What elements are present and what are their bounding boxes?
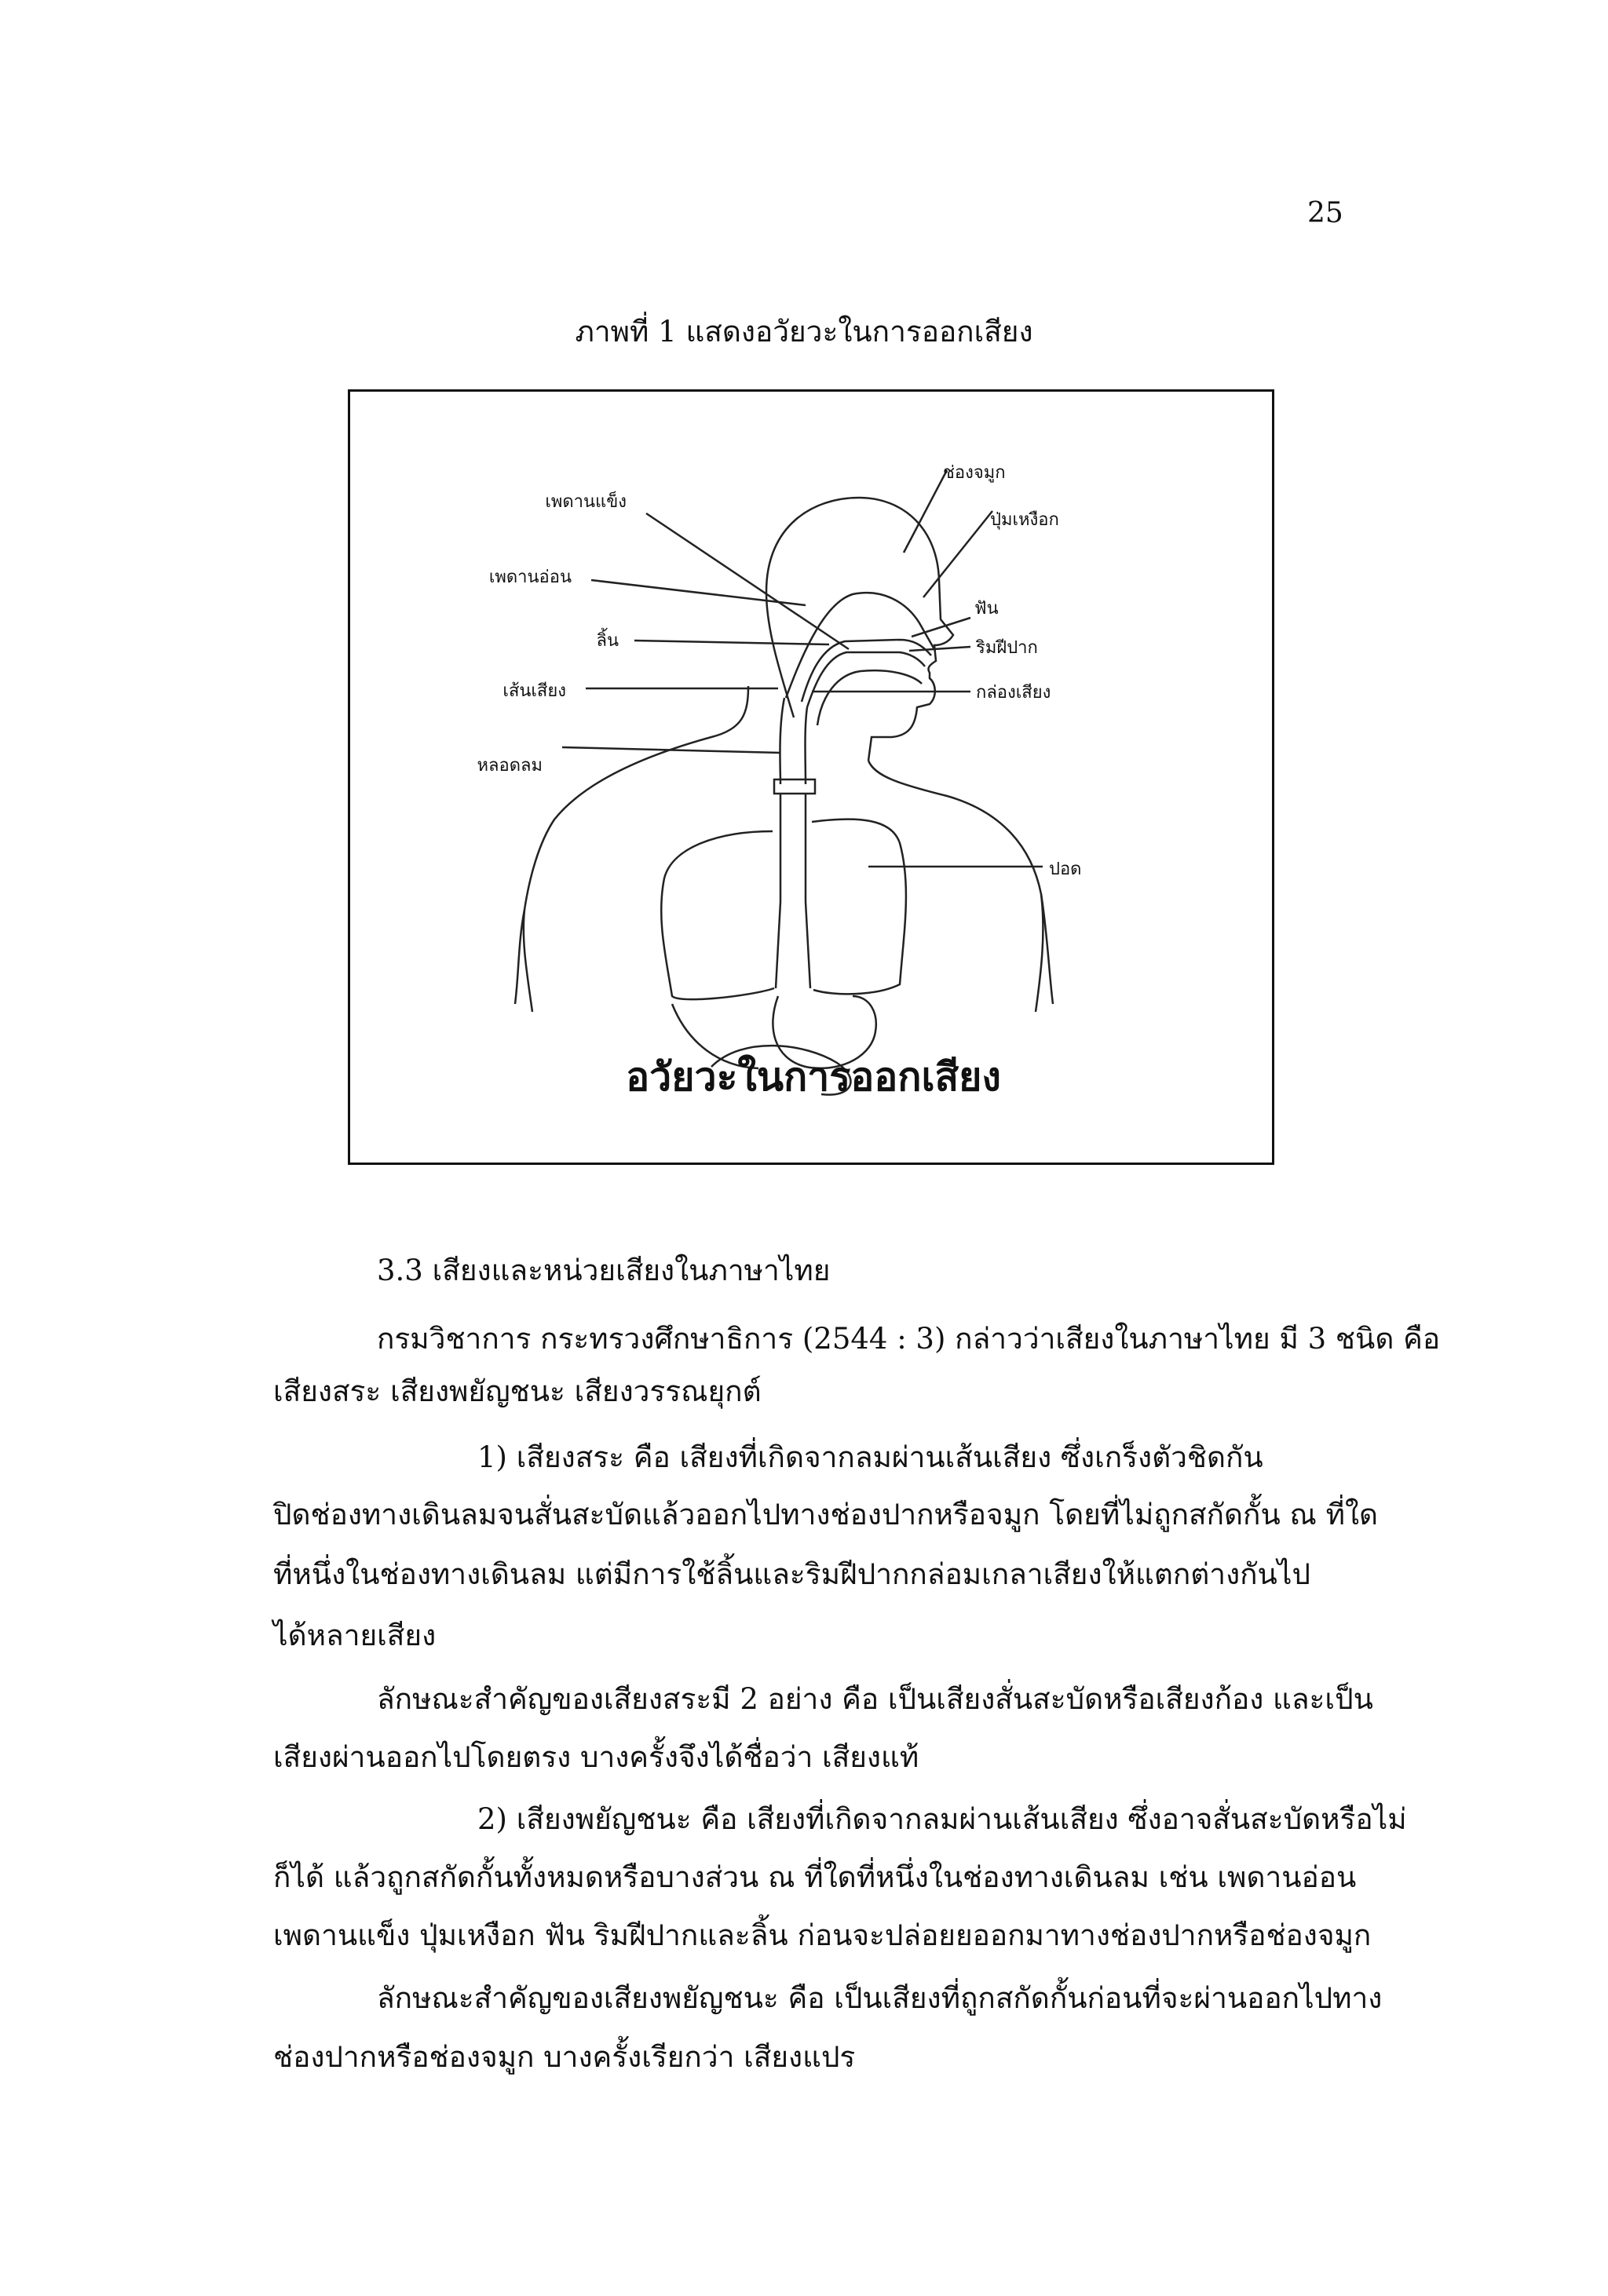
leader-tongue <box>634 641 829 644</box>
label-lips: ริมฝีปาก <box>976 638 1038 658</box>
figure-title: อวัยวะในการออกเสียง <box>626 1054 1001 1100</box>
label-alveolar-ridge: ปุ่มเหงือก <box>990 510 1059 530</box>
right-lung-outline <box>812 819 906 995</box>
leader-soft-palate <box>591 580 806 605</box>
paragraph-line: ช่องปากหรือช่องจมูก บางครั้งเรียกว่า เสียงแปร <box>273 2040 856 2074</box>
leader-nasal-cavity <box>904 470 947 553</box>
left-lung-outline <box>661 831 774 999</box>
paragraph-line: กรมวิชาการ กระทรวงศึกษาธิการ (2544 : 3) กล่าวว่าเสียงในภาษาไทย มี 3 ชนิด คือ <box>377 1322 1441 1356</box>
label-hard-palate: เพดานแข็ง <box>545 492 627 512</box>
leader-lips <box>909 647 970 651</box>
paragraph-line: ปิดช่องทางเดินลมจนสั่นสะบัดแล้วออกไปทางช่องปากหรือจมูก โดยที่ไม่ถูกสกัดกั้น ณ ที่ใด <box>273 1498 1379 1531</box>
label-larynx: กล่องเสียง <box>976 683 1051 703</box>
leader-hard-palate <box>646 513 849 649</box>
page-number: 25 <box>1307 197 1343 229</box>
paragraph-line: ก็ได้ แล้วถูกสกัดกั้นทั้งหมดหรือบางส่วน ณ ที่ใดที่หนึ่งในช่องทางเดินลม เช่น เพดานอ่อน <box>273 1860 1357 1894</box>
left-arm-outline <box>524 910 532 1012</box>
paragraph-line: เสียงสระ เสียงพยัญชนะ เสียงวรรณยุกต์ <box>273 1374 762 1408</box>
paragraph-line: 2) เสียงพยัญชนะ คือ เสียงที่เกิดจากลมผ่านเส้นเสียง ซึ่งอาจสั่นสะบัดหรือไม่ <box>477 1802 1407 1836</box>
paragraph-line: 1) เสียงสระ คือ เสียงที่เกิดจากลมผ่านเส้นเสียง ซึ่งเกร็งตัวชิดกัน <box>477 1440 1263 1474</box>
right-arm-outline <box>1036 894 1043 1012</box>
paragraph-line: ที่หนึ่งในช่องทางเดินลม แต่มีการใช้ลิ้นและริมฝีปากกล่อมเกลาเสียงให้แตกต่างกันไป <box>273 1557 1310 1591</box>
pharynx-right <box>806 707 808 784</box>
paragraph-line: ได้หลายเสียง <box>273 1619 437 1652</box>
right-shoulder-outline <box>868 761 1053 1004</box>
label-soft-palate: เพดานอ่อน <box>488 568 572 587</box>
label-trachea: หลอดลม <box>477 756 543 776</box>
left-shoulder-outline <box>515 686 748 1004</box>
leader-alveolar-ridge <box>923 511 992 597</box>
label-lungs: ปอด <box>1049 860 1082 879</box>
paragraph-line: เสียงผ่านออกไปโดยตรง บางครั้งจึงได้ชื่อว่า เสียงแท้ <box>273 1740 919 1774</box>
paragraph-line: ลักษณะสำคัญของเสียงพยัญชนะ คือ เป็นเสียงที่ถูกสกัดกั้นก่อนที่จะผ่านออกไปทาง <box>377 1981 1383 2015</box>
trachea-outline <box>776 794 810 988</box>
figure-caption: ภาพที่ 1 แสดงอวัยวะในการออกเสียง <box>575 315 1033 349</box>
speech-organs-figure <box>348 389 1274 1165</box>
leader-trachea <box>562 747 780 753</box>
label-vocal-cords: เส้นเสียง <box>502 681 566 701</box>
section-heading: 3.3 เสียงและหน่วยเสียงในภาษาไทย <box>377 1254 831 1287</box>
head-outline <box>766 498 953 761</box>
tongue-outline <box>817 670 922 725</box>
label-tongue: ลิ้น <box>596 631 619 651</box>
label-nasal-cavity: ช่องจมูก <box>943 463 1006 483</box>
pharynx-left <box>780 698 784 784</box>
label-teeth: ฟัน <box>974 599 999 619</box>
paragraph-line: เพดานแข็ง ปุ่มเหงือก ฟัน ริมฝีปากและลิ้น ก่อนจะปล่อยยออกมาทางช่องปากหรือช่องจมูก <box>273 1918 1372 1952</box>
speech-organs-diagram <box>350 392 1272 1163</box>
paragraph-line: ลักษณะสำคัญของเสียงสระมี 2 อย่าง คือ เป็นเสียงสั่นสะบัดหรือเสียงก้อง และเป็น <box>377 1682 1373 1716</box>
